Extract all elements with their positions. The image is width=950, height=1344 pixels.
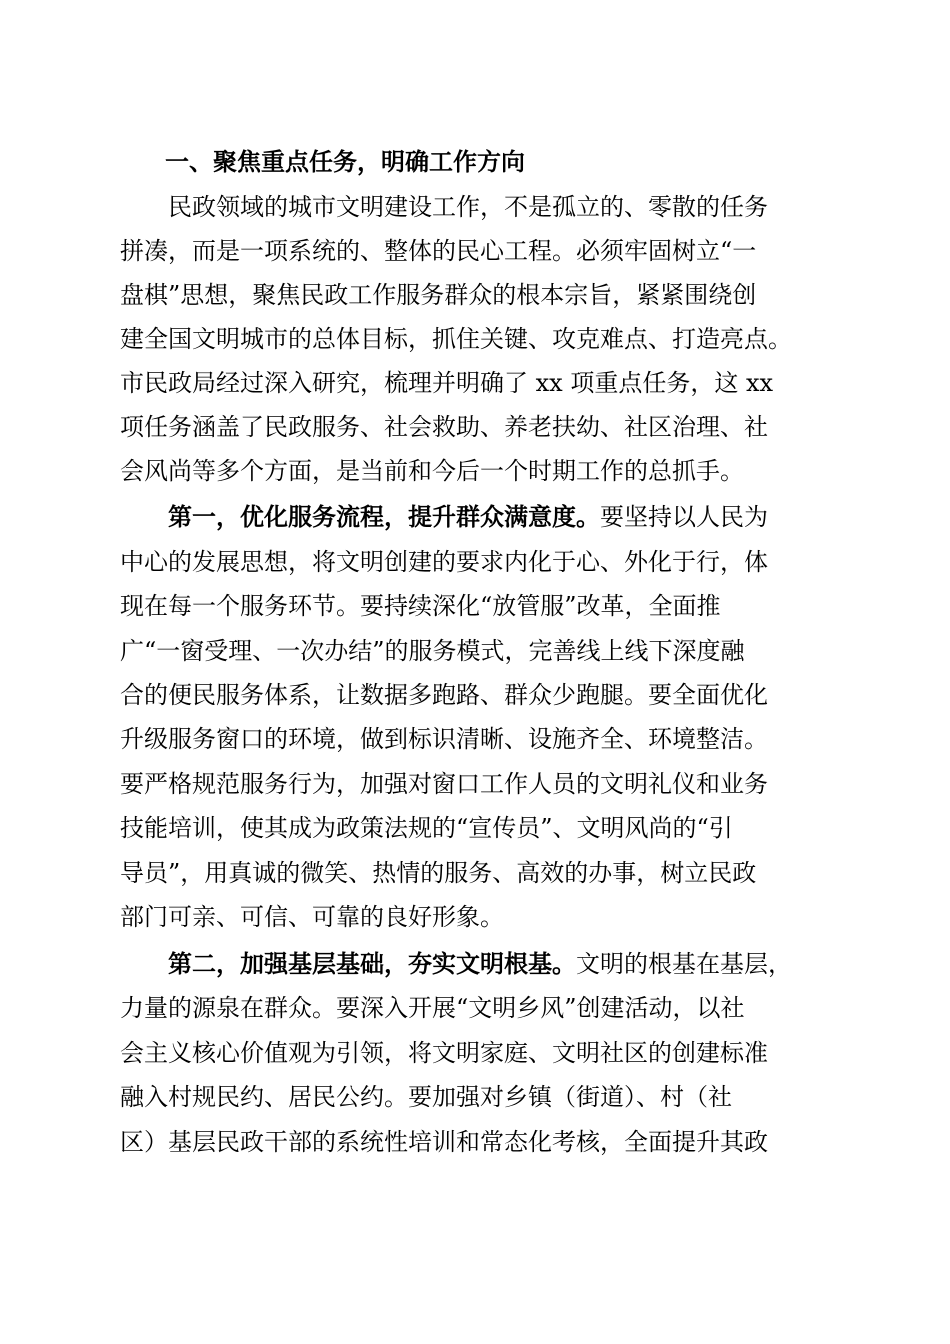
paragraph-2-line: 要严格规范服务行为，加强对窗口工作人员的文明礼仪和业务	[120, 770, 768, 798]
paragraph-2-line: 升级服务窗口的环境，做到标识清晰、设施齐全、环境整洁。	[120, 725, 768, 753]
section-heading: 一、聚焦重点任务，明确工作方向	[165, 148, 525, 176]
paragraph-2-line: 中心的发展思想，将文明创建的要求内化于心、外化于行，体	[120, 548, 768, 576]
paragraph-2-first-rest: 要坚持以人民为	[600, 503, 768, 531]
paragraph-1-line: 拼凑，而是一项系统的、整体的民心工程。必须牢固树立“一	[120, 237, 757, 265]
paragraph-2-lead: 第一，优化服务流程，提升群众满意度。	[168, 503, 600, 531]
paragraph-1-line: 民政领域的城市文明建设工作，不是孤立的、零散的任务	[168, 193, 768, 221]
paragraph-2-line: 导员”，用真诚的微笑、热情的服务、高效的办事，树立民政	[120, 859, 757, 887]
paragraph-3-line: 区）基层民政干部的系统性培训和常态化考核，全面提升其政	[120, 1128, 768, 1156]
paragraph-1-line: 建全国文明城市的总体目标，抓住关键、攻克难点、打造亮点。	[120, 325, 792, 353]
paragraph-2-line: 广“一窗受理、一次办结”的服务模式，完善线上线下深度融	[120, 637, 745, 665]
paragraph-2-line: 合的便民服务体系，让数据多跑路、群众少跑腿。要全面优化	[120, 681, 768, 709]
paragraph-1-line: 项任务涵盖了民政服务、社会救助、养老扶幼、社区治理、社	[120, 413, 768, 441]
paragraph-3-line: 融入村规民约、居民公约。要加强对乡镇（街道）、村（社	[120, 1083, 732, 1111]
paragraph-1-line: 市民政局经过深入研究，梳理并明确了 xx 项重点任务，这 xx	[120, 369, 774, 397]
paragraph-1-line: 会风尚等多个方面，是当前和今后一个时期工作的总抓手。	[120, 457, 744, 485]
paragraph-3-lead: 第二，加强基层基础，夯实文明根基。	[168, 950, 576, 978]
paragraph-3-line: 力量的源泉在群众。要深入开展“文明乡风”创建活动，以社	[120, 994, 745, 1022]
paragraph-3-line: 会主义核心价值观为引领，将文明家庭、文明社区的创建标准	[120, 1039, 768, 1067]
paragraph-3-first-line	[168, 944, 792, 984]
paragraph-3-first-rest: 文明的根基在基层，	[576, 950, 792, 978]
paragraph-2-line: 技能培训，使其成为政策法规的“宣传员”、文明风尚的“引	[120, 814, 733, 842]
paragraph-2-line: 部门可亲、可信、可靠的良好形象。	[120, 903, 504, 931]
paragraph-1-line: 盘棋”思想，聚焦民政工作服务群众的根本宗旨，紧紧围绕创	[120, 281, 757, 309]
paragraph-2-line: 现在每一个服务环节。要持续深化“放管服”改革，全面推	[120, 592, 721, 620]
paragraph-2-first-line	[168, 497, 768, 537]
